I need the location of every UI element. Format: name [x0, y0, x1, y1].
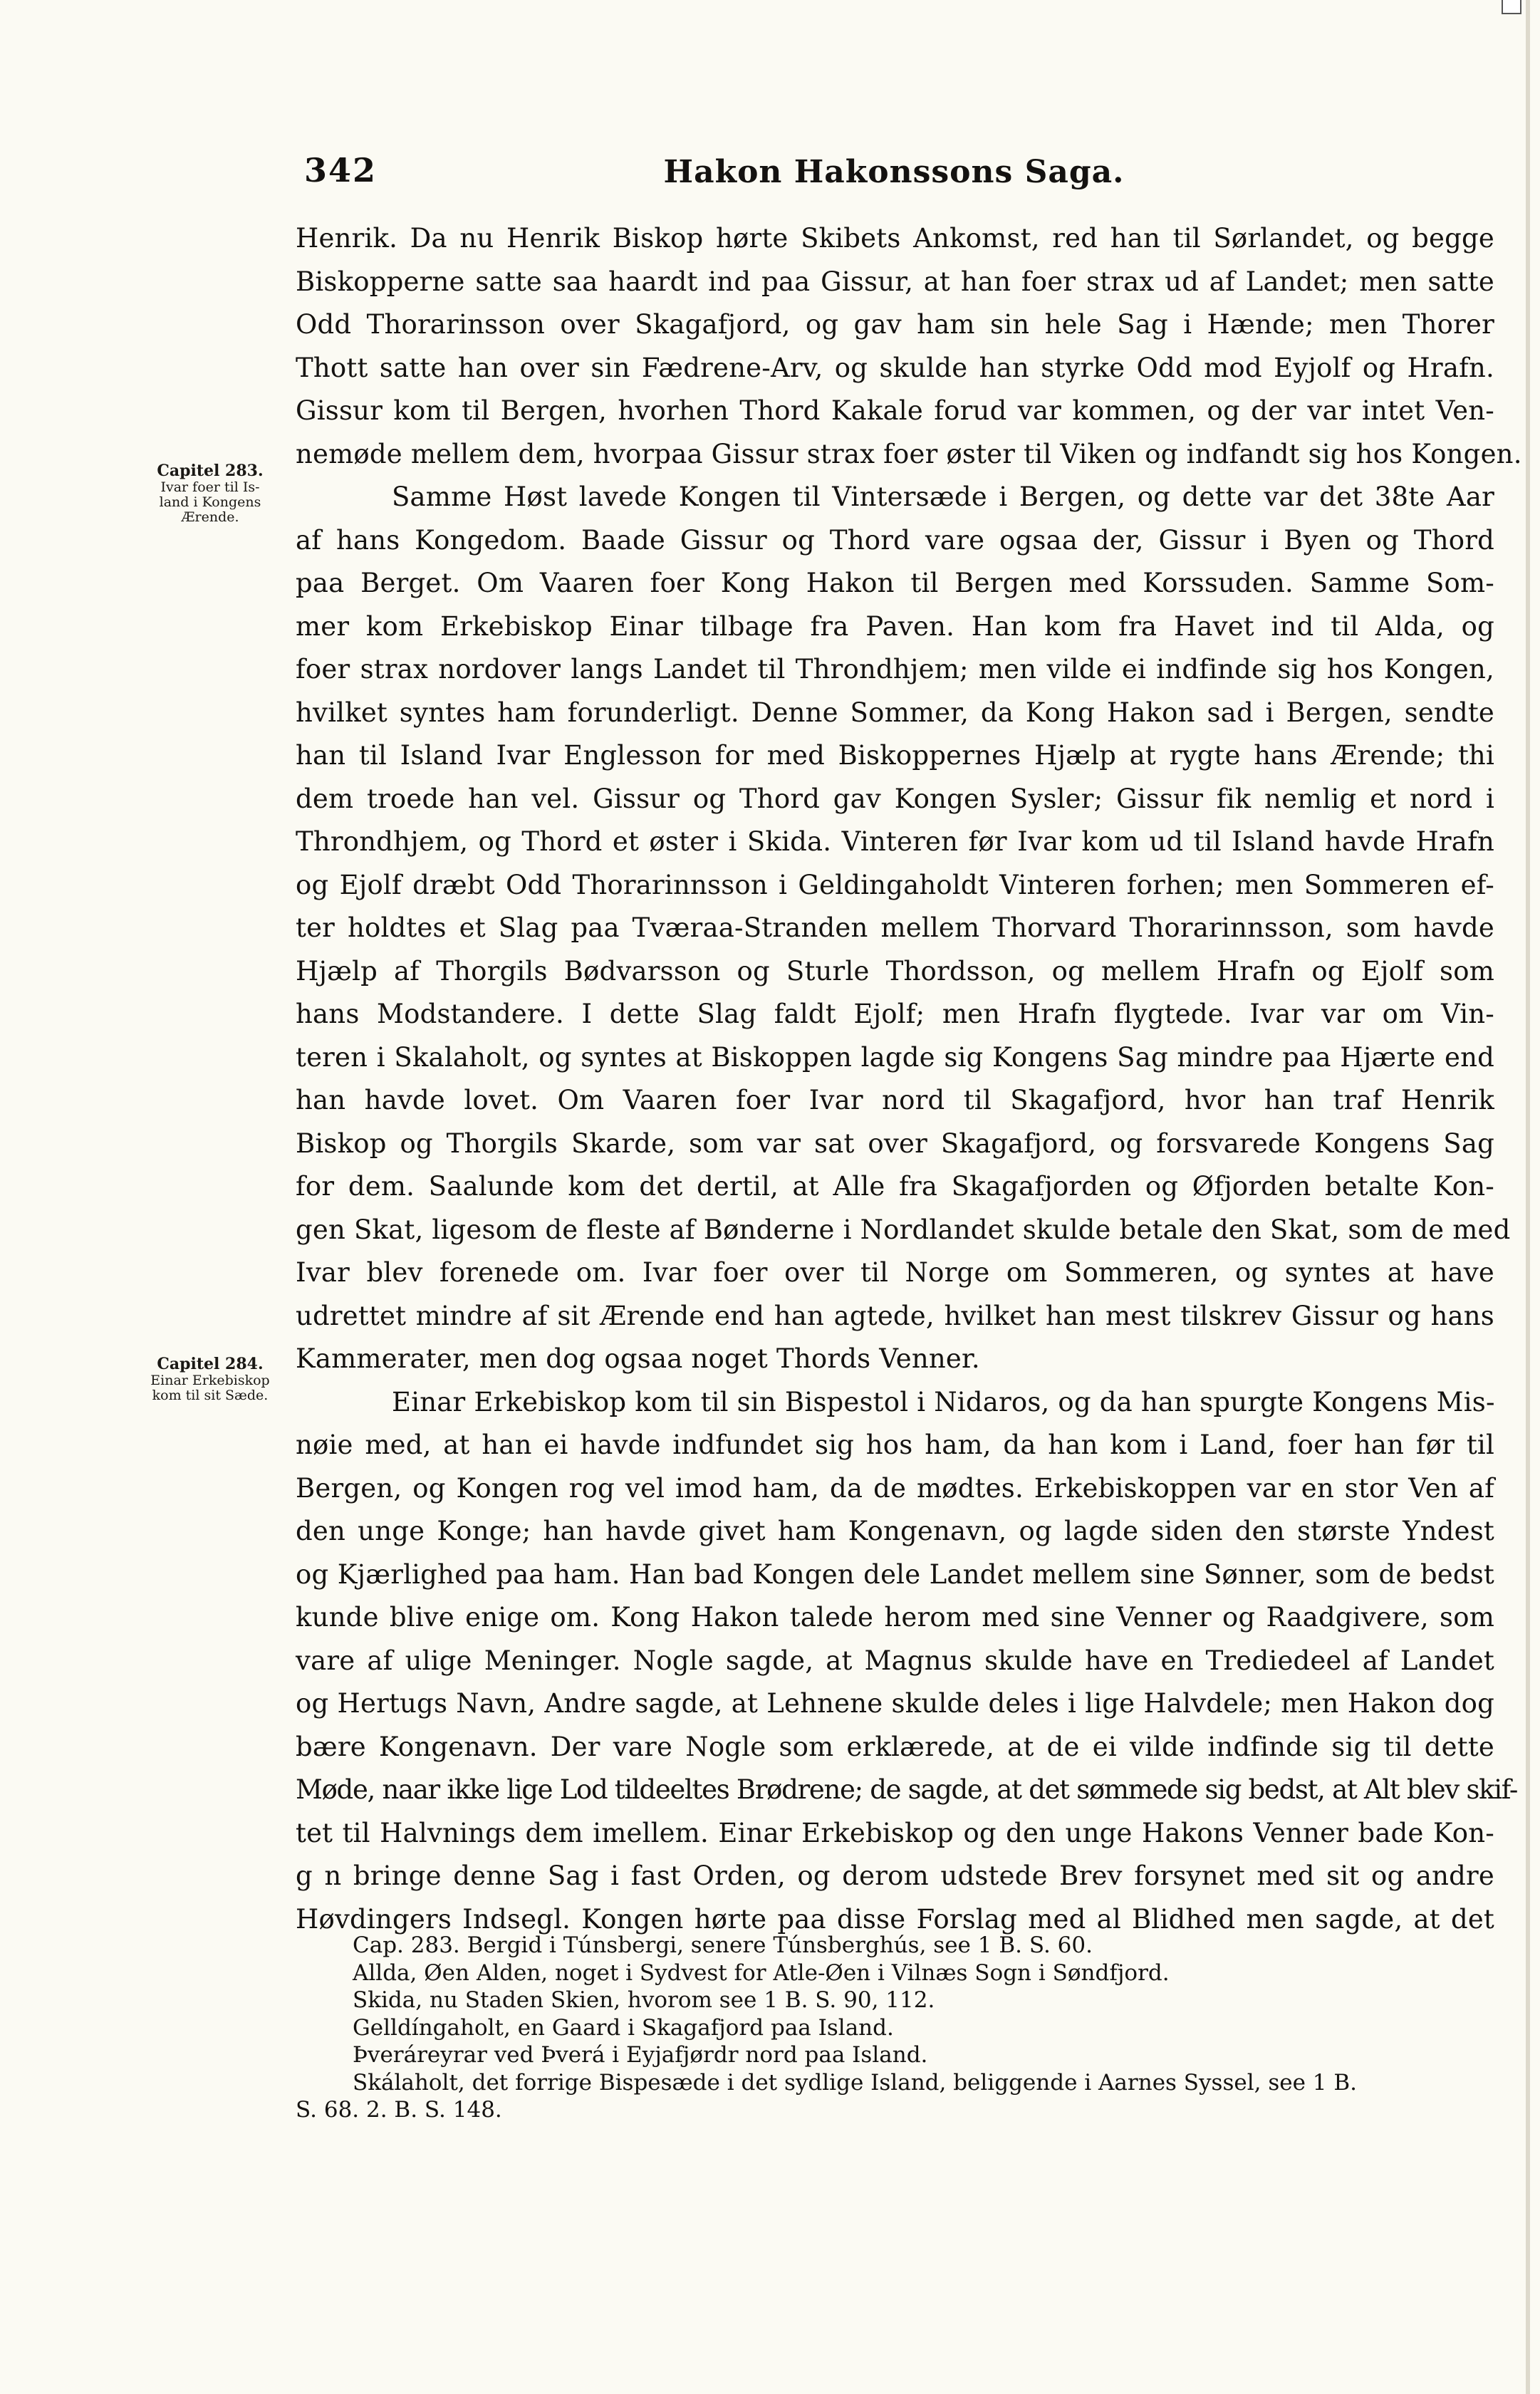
text-line: Møde, naar ikke lige Lod tildeeltes Brødrene; de sagde, at det sømmede sig bedst, at Alt blev skif- — [296, 1774, 1518, 1805]
marginal-chapter-label: Capitel 284. — [157, 1355, 264, 1373]
text-line: og Kjærlighed paa ham. Han bad Kongen dele Landet mellem sine Sønner, som de bedst — [296, 1558, 1494, 1590]
text-line: af hans Kongedom. Baade Gissur og Thord vare ogsaa der, Gissur i Byen og Thord — [296, 524, 1494, 556]
text-line: Gissur kom til Bergen, hvorhen Thord Kakale forud var kommen, og der var intet Ven- — [296, 395, 1494, 426]
marginal-chapter-label: Capitel 283. — [157, 462, 264, 480]
text-line: han havde lovet. Om Vaaren foer Ivar nord til Skagafjord, hvor han traf Henrik — [296, 1085, 1494, 1115]
text-line: Samme Høst lavede Kongen til Vintersæde i Bergen, og dette var det 38te Aar — [392, 482, 1494, 512]
text-line: nøie med, at han ei havde indfundet sig hos ham, da han kom i Land, foer han før til — [296, 1430, 1494, 1460]
text-line: dem troede han vel. Gissur og Thord gav Kongen Sysler; Gissur fik nemlig et nord i — [296, 783, 1494, 814]
footnote-line: Skida, nu Staden Skien, hvorom see 1 B. S. 90, 112. — [353, 1987, 935, 2013]
footnote-line: Skálaholt, det forrige Bispesæde i det sydlige Island, beliggende i Aarnes Syssel, see 1 B. — [353, 2069, 1358, 2096]
footnote-line: Allda, Øen Alden, noget i Sydvest for Atle-Øen i Vilnæs Sogn i Søndfjord. — [353, 1960, 1170, 1986]
text-line: Biskopperne satte saa haardt ind paa Gissur, at han foer strax ud af Landet; men satte — [296, 266, 1494, 297]
text-line: foer strax nordover langs Landet til Throndhjem; men vilde ei indfinde sig hos Kongen, — [296, 654, 1494, 685]
text-line: Ivar blev forenede om. Ivar foer over til Norge om Sommeren, og syntes at have — [296, 1257, 1494, 1288]
marginal-note-line: Einar Erkebiskop — [150, 1373, 270, 1388]
text-line: bære Kongenavn. Der vare Nogle som erklærede, at de ei vilde indfinde sig til dette — [296, 1731, 1494, 1762]
text-line: han til Island Ivar Englesson for med Biskoppernes Hjælp at rygte hans Ærende; thi — [296, 740, 1494, 771]
text-line: Odd Thorarinsson over Skagafjord, og gav ham sin hele Sag i Hænde; men Thorer — [296, 309, 1494, 340]
text-line: gen Skat, ligesom de fleste af Bønderne i Nordlandet skulde betale den Skat, som de med — [296, 1214, 1511, 1245]
running-title: Hakon Hakonssons Saga. — [663, 154, 1125, 190]
text-line: Høvdingers Indsegl. Kongen hørte paa disse Forslag med al Blidhed men sagde, at det — [296, 1903, 1494, 1935]
text-line: Henrik. Da nu Henrik Biskop hørte Skibets Ankomst, red han til Sørlandet, og begge — [296, 223, 1494, 254]
text-line: Biskop og Thorgils Skarde, som var sat over Skagafjord, og forsvarede Kongens Sag — [296, 1128, 1494, 1159]
text-line: og Ejolf dræbt Odd Thorarinnsson i Geldingaholdt Vinteren forhen; men Sommeren ef- — [296, 869, 1494, 900]
text-line: og Hertugs Navn, Andre sagde, at Lehnene skulde deles i lige Halvdele; men Hakon dog — [296, 1688, 1494, 1719]
text-line: paa Berget. Om Vaaren foer Kong Hakon til Bergen med Korssuden. Samme Som- — [296, 568, 1494, 598]
marginal-note-line: Ivar foer til Is- — [160, 479, 260, 495]
footnote-line: S. 68. 2. B. S. 148. — [296, 2097, 502, 2123]
page-number: 342 — [304, 151, 378, 189]
footnote-line: Gelldíngaholt, en Gaard i Skagafjord paa Island. — [353, 2014, 894, 2041]
text-line: hans Modstandere. I dette Slag faldt Ejolf; men Hrafn flygtede. Ivar var om Vin- — [296, 999, 1494, 1029]
marginal-note-chapter-283 — [128, 462, 292, 525]
text-line: tet til Halvnings dem imellem. Einar Erkebiskop og den unge Hakons Venner bade Kon- — [296, 1817, 1494, 1848]
text-line: nemøde mellem dem, hvorpaa Gissur strax foer øster til Viken og indfandt sig hos Kongen. — [296, 438, 1522, 469]
text-line: Bergen, og Kongen rog vel imod ham, da de mødtes. Erkebiskoppen var en stor Ven af — [296, 1472, 1494, 1504]
marginal-note-line: Ærende. — [181, 509, 239, 525]
corner-mark — [1502, 0, 1521, 14]
text-line: vare af ulige Meninger. Nogle sagde, at Magnus skulde have en Trediedeel af Landet — [296, 1645, 1494, 1676]
footnote-line: Þveráreyrar ved Þverá i Eyjafjørdr nord paa Island. — [353, 2042, 928, 2068]
text-line: Thott satte han over sin Fædrene-Arv, og skulde han styrke Odd mod Eyjolf og Hrafn. — [296, 352, 1494, 383]
text-line: for dem. Saalunde kom det dertil, at Alle fra Skagafjorden og Øfjorden betalte Kon- — [296, 1171, 1494, 1202]
text-line: Kammerater, men dog ogsaa noget Thords Venner. — [296, 1343, 980, 1374]
body-text — [296, 217, 1522, 1941]
text-line: mer kom Erkebiskop Einar tilbage fra Paven. Han kom fra Havet ind til Alda, og — [296, 610, 1494, 642]
text-line: Einar Erkebiskop kom til sin Bispestol i Nidaros, og da han spurgte Kongens Mis- — [392, 1386, 1495, 1417]
text-line: udrettet mindre af sit Ærende end han agtede, hvilket han mest tilskrev Gissur og hans — [296, 1300, 1494, 1331]
text-line: Hjælp af Thorgils Bødvarsson og Sturle Thordsson, og mellem Hrafn og Ejolf som — [296, 955, 1494, 987]
text-line: hvilket syntes ham forunderligt. Denne Sommer, da Kong Hakon sad i Bergen, sendte — [296, 697, 1494, 728]
footnote-line: Cap. 283. Bergid i Túnsbergi, senere Túnsberghús, see 1 B. S. 60. — [353, 1932, 1093, 1958]
text-line: teren i Skalaholt, og syntes at Biskoppen lagde sig Kongens Sag mindre paa Hjærte end — [296, 1041, 1494, 1073]
text-line: g n bringe denne Sag i fast Orden, og derom udstede Brev forsynet med sit og andre — [296, 1860, 1494, 1891]
marginal-note-line: kom til sit Sæde. — [152, 1388, 269, 1403]
page-header — [296, 151, 1492, 201]
marginal-note-chapter-284 — [128, 1355, 292, 1403]
text-line: ter holdtes et Slag paa Tværaa-Stranden mellem Thorvard Thorarinnsson, som havde — [296, 912, 1494, 943]
marginal-note-line: land i Kongens — [159, 494, 261, 510]
page-edge — [1526, 0, 1530, 2394]
text-line: Throndhjem, og Thord et øster i Skida. Vinteren før Ivar kom ud til Island havde Hrafn — [296, 826, 1494, 857]
text-line: den unge Konge; han havde givet ham Kongenavn, og lagde siden den største Yndest — [296, 1516, 1494, 1546]
footnotes — [296, 1932, 1494, 2124]
text-line: kunde blive enige om. Kong Hakon talede herom med sine Venner og Raadgivere, som — [296, 1602, 1494, 1633]
